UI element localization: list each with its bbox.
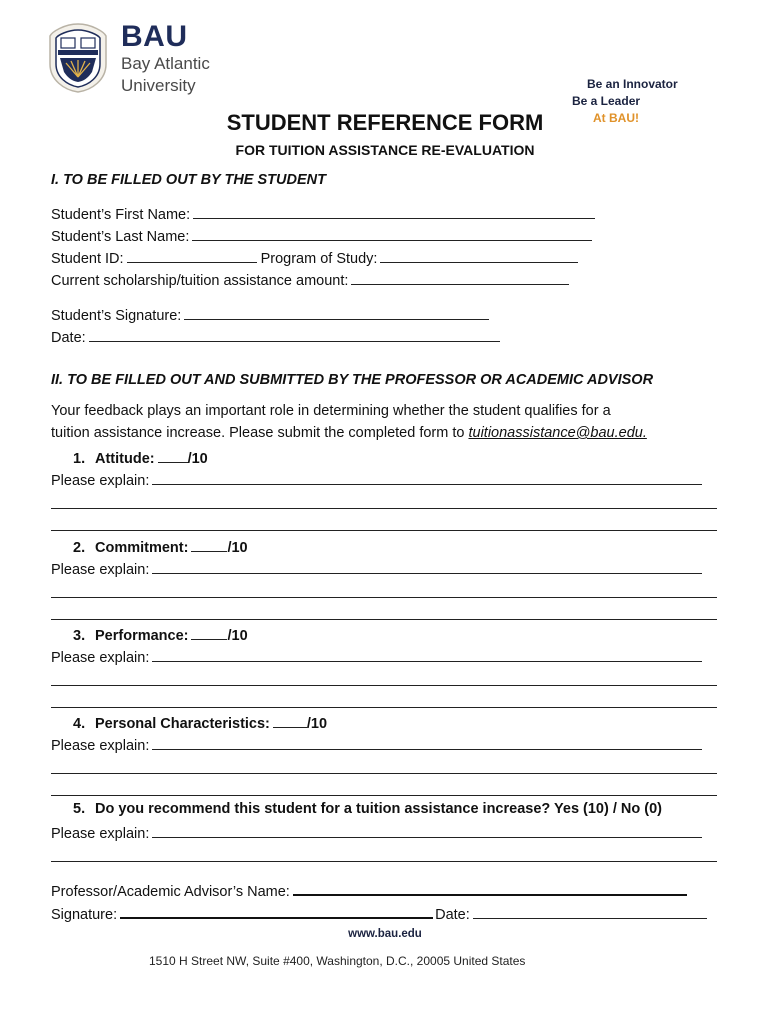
personal-characteristics-explain-field[interactable] xyxy=(152,735,702,750)
performance-label: Performance: xyxy=(95,628,189,644)
recommendation-explain-label: Please explain: xyxy=(51,826,150,842)
advisor-signature-label: Signature: xyxy=(51,907,118,923)
recommendation-item xyxy=(73,801,662,817)
attitude-label: Attitude: xyxy=(95,451,155,467)
recommendation-explain-row xyxy=(51,823,702,842)
first-name-field[interactable] xyxy=(193,204,595,219)
logo-abbreviation: BAU xyxy=(121,20,188,53)
last-name-field[interactable] xyxy=(192,226,592,241)
advisor-name-label: Professor/Academic Advisor’s Name: xyxy=(51,884,290,900)
student-id-row xyxy=(51,248,578,267)
last-name-row xyxy=(51,226,592,245)
first-name-label: Student’s First Name: xyxy=(51,207,191,223)
performance-score-field[interactable] xyxy=(191,625,227,640)
logo-name-line-2: University xyxy=(121,76,196,95)
section-2-heading: II. TO BE FILLED OUT AND SUBMITTED BY THE PROFESSOR OR ACADEMIC ADVISOR xyxy=(51,372,654,388)
slogan-line-1: Be an Innovator xyxy=(587,77,678,91)
form-subtitle: FOR TUITION ASSISTANCE RE-EVALUATION xyxy=(235,142,535,158)
attitude-explain-line-2[interactable] xyxy=(51,508,717,509)
section-1-heading: I. TO BE FILLED OUT BY THE STUDENT xyxy=(51,172,326,188)
intro-line-2-text: tuition assistance increase. Please submit the completed form to xyxy=(51,425,469,441)
form-title: STUDENT REFERENCE FORM xyxy=(226,110,544,135)
email-link[interactable]: tuitionassistance@bau.edu. xyxy=(468,425,647,441)
attitude-explain-line-3[interactable] xyxy=(51,530,717,531)
advisor-name-row xyxy=(51,880,687,900)
advisor-date-label: Date: xyxy=(435,907,470,923)
advisor-signature-field[interactable] xyxy=(120,903,433,919)
item-4-number: 4. xyxy=(73,716,86,732)
personal-characteristics-explain-line-2[interactable] xyxy=(51,773,717,774)
slogan-line-2: Be a Leader xyxy=(572,94,641,108)
performance-explain-row xyxy=(51,647,702,666)
commitment-item xyxy=(73,537,248,556)
university-seal-icon xyxy=(44,22,112,94)
program-field[interactable] xyxy=(380,248,578,263)
student-id-label: Student ID: xyxy=(51,251,124,267)
logo-name-line-1: Bay Atlantic xyxy=(121,54,210,73)
student-date-label: Date: xyxy=(51,330,86,346)
item-3-number: 3. xyxy=(73,628,86,644)
recommendation-label: Do you recommend this student for a tuition assistance increase? Yes (10) / No (0) xyxy=(95,801,662,817)
performance-explain-label: Please explain: xyxy=(51,650,150,666)
footer-url[interactable]: www.bau.edu xyxy=(348,928,422,940)
student-signature-row xyxy=(51,305,489,324)
personal-characteristics-explain-line-3[interactable] xyxy=(51,795,717,796)
commitment-explain-field[interactable] xyxy=(152,559,702,574)
performance-explain-line-3[interactable] xyxy=(51,707,717,708)
personal-characteristics-item xyxy=(73,713,327,732)
student-date-field[interactable] xyxy=(89,327,500,342)
personal-characteristics-label: Personal Characteristics: xyxy=(95,716,270,732)
program-label: Program of Study: xyxy=(260,251,378,267)
scholarship-field[interactable] xyxy=(351,270,569,285)
intro-line-2 xyxy=(51,425,647,441)
recommendation-explain-line-2[interactable] xyxy=(51,861,717,862)
commitment-explain-line-2[interactable] xyxy=(51,597,717,598)
personal-characteristics-explain-row xyxy=(51,735,702,754)
performance-suffix: /10 xyxy=(227,628,248,644)
personal-characteristics-explain-label: Please explain: xyxy=(51,738,150,754)
item-2-number: 2. xyxy=(73,540,86,556)
student-signature-label: Student’s Signature: xyxy=(51,308,182,324)
performance-item xyxy=(73,625,248,644)
recommendation-explain-field[interactable] xyxy=(152,823,702,838)
attitude-explain-field[interactable] xyxy=(152,470,702,485)
logo-wordmark xyxy=(121,22,210,96)
student-signature-field[interactable] xyxy=(184,305,489,320)
commitment-label: Commitment: xyxy=(95,540,189,556)
bau-logo xyxy=(44,22,214,96)
scholarship-label: Current scholarship/tuition assistance amount: xyxy=(51,273,349,289)
performance-explain-field[interactable] xyxy=(152,647,702,662)
advisor-name-field[interactable] xyxy=(293,880,687,896)
personal-characteristics-score-field[interactable] xyxy=(273,713,307,728)
footer-address: 1510 H Street NW, Suite #400, Washington, D.C., 20005 United States xyxy=(149,954,526,968)
intro-line-1: Your feedback plays an important role in determining whether the student qualifies for a xyxy=(51,403,611,419)
attitude-item xyxy=(73,448,208,467)
advisor-date-field[interactable] xyxy=(473,904,707,919)
personal-characteristics-suffix: /10 xyxy=(306,716,328,732)
item-1-number: 1. xyxy=(73,451,86,467)
attitude-explain-label: Please explain: xyxy=(51,473,150,489)
attitude-score-field[interactable] xyxy=(158,448,188,463)
student-id-field[interactable] xyxy=(127,248,257,263)
attitude-explain-row xyxy=(51,470,702,489)
item-5-number: 5. xyxy=(73,801,86,817)
last-name-label: Student’s Last Name: xyxy=(51,229,190,245)
commitment-explain-line-3[interactable] xyxy=(51,619,717,620)
commitment-suffix: /10 xyxy=(227,540,248,556)
attitude-suffix: /10 xyxy=(187,451,208,467)
commitment-explain-label: Please explain: xyxy=(51,562,150,578)
commitment-explain-row xyxy=(51,559,702,578)
advisor-signature-row xyxy=(51,903,707,923)
first-name-row xyxy=(51,204,595,223)
student-date-row xyxy=(51,327,500,346)
performance-explain-line-2[interactable] xyxy=(51,685,717,686)
commitment-score-field[interactable] xyxy=(191,537,227,552)
slogan-line-3: At BAU! xyxy=(593,111,639,125)
scholarship-row xyxy=(51,270,569,289)
